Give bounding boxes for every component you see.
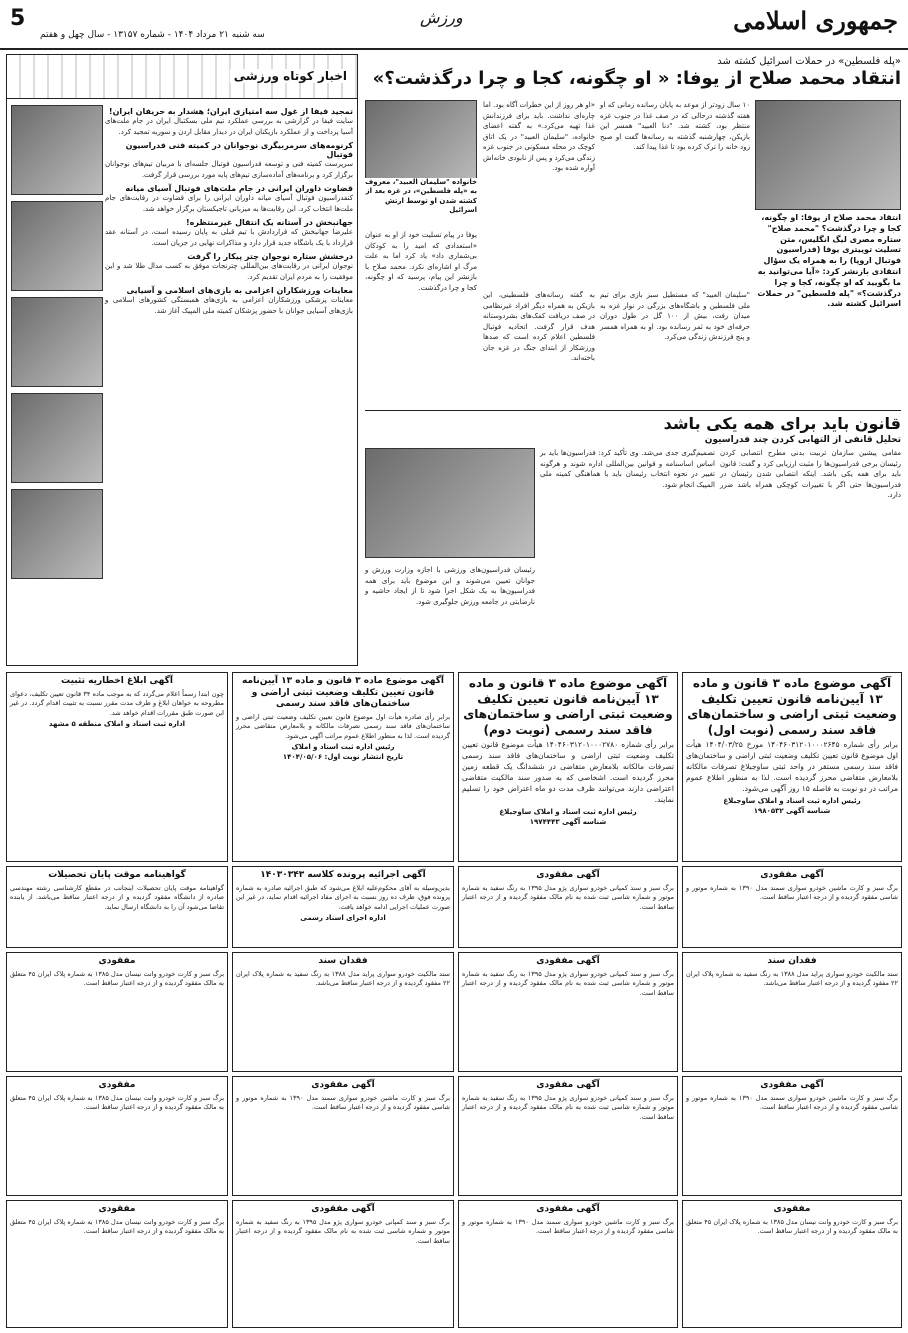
second-photo-caption: خانواده "سلیمان العبید"، معروف به «پله فلسطین»، در غزه بعد از کشته شدن او توسط ارتش اسرائیل [365,178,477,215]
briefs-text-column [105,103,353,316]
ad-body: برگ سبز و سند کمپانی خودرو سواری پژو مدل ۱۳۹۵ به رنگ سفید به شماره موتور و شماره شاسی ثبت شده به نام مالک مفقود گردیده و از درجه اعتبار ساقط است. [462,1093,674,1121]
ad-body: برگ سبز و سند کمپانی خودرو سواری پژو مدل ۱۳۹۵ به رنگ سفید به شماره موتور و شماره شاسی ثبت شده به نام مالک مفقود گردیده و از درجه اعتبار ساقط است. [462,969,674,997]
brief-title: معاینات ورزشکاران اعزامی به بازی‌های اسلامی و آسیایی [126,286,353,295]
ad-title: مفقودی [98,956,136,966]
page-number: 5 [10,6,26,31]
brief-photo-3 [11,297,103,387]
ad-title: آگهی موضوع ماده ۳ قانون و ماده ۱۳ آیین‌نامه قانون تعیین تکلیف وضعیت ثبتی اراضی و ساختمان‌های فاقد سند رسمی [241,676,445,710]
ad-body: بدین‌وسیله به آقای محکوم‌علیه ابلاغ می‌شود که طبق اجرائیه صادره به شماره پرونده فوق، ظرف ده روز نسبت به اجرای مفاد اجرائیه اقدام نماید، در غیر این صورت عملیات اجرایی ادامه خواهد یافت. [236,883,450,911]
ad-title: آگهی مفقودی [536,870,600,880]
ad-body: برگ سبز و کارت خودرو وانت نیسان مدل ۱۳۸۵ به شماره پلاک ایران ۴۵ متعلق به مالک مفقود گردیده و از درجه اعتبار ساقط است. [10,969,224,988]
ad-date: شناسه آگهی ۱۹۸۰۵۳۲ [753,806,831,815]
lead-photo [755,100,901,210]
lost-notice-ad [458,952,678,1072]
lost-notice-ad [682,1076,902,1196]
lead-body-col-5: یوفا در پیام تسلیت خود از او به عنوان «استعدادی که امید را به کودکان بی‌شماری داد» یاد کرد اما به علت مرگ او اشاره‌ای نکرد. محمد صلاح با بازنشر این پیام، پرسید که او چگونه، کجا و چرا درگذشت. [365,231,477,292]
lost-notice-ad [232,1200,454,1328]
feature-photo-block [365,448,535,558]
lead-kicker: «پله فلسطین» در حملات اسرائیل کشته شد [717,56,901,67]
brief-body: سرپرست کمیته فنی و توسعه فدراسیون فوتبال جلسه‌ای با مربیان تیم‌های نوجوانان برگزار کرد و برنامه‌های آماده‌سازی تیم‌های پایه مورد بررسی قرار گرفت. [105,160,353,179]
certificate-lost-ad [6,866,228,948]
brief-item [105,286,353,316]
lost-notice-ad [682,866,902,948]
ad-title: آگهی مفقودی [760,1080,824,1090]
lost-notice-ad [458,1076,678,1196]
ad-body: برابر رأی شماره ۱۴۰۴۶۰۳۱۲۰۱۰۰۰۲۶۴۵ مورخ ۱۴۰۴/۰۳/۲۵ هیأت اول موضوع قانون تعیین تکلیف وضعیت ثبتی اراضی و ساختمان‌های فاقد سند رسمی مستقر در واحد ثبتی ساوجبلاغ تصرفات مالکانه بلامعارض متقاضی محرز گردیده است. لذا به منظور اطلاع عموم مراتب در دو نوبت به فاصله ۱۵ روز آگهی می‌شود. [686,740,898,793]
lost-notice-ad [6,1076,228,1196]
execution-notice-ad [232,866,454,948]
lead-body-col-1: ۱۰ سال زودتر از موعد به پایان رسانده زمانی که او هفته گذشته درحالی که در صف غذا در جنوب غزه منتظر بود، کشته شد. "دنا العبید" همسر این بازیکن، چهارشنبه گذشته به رسانه‌ها گفت او صبح زود خانه را ترک کرده بود تا غذا پیدا کند. [600,101,750,151]
lead-body-col-4: به گفته رسانه‌های فلسطینی، این بازیکن به همراه دیگر افراد غیرنظامی در صف دریافت کمک‌های بشردوستانه هدف قرار گرفت. اتحادیه فوتبال فلسطین اعلام کرده است که صدها ورزشکار از ابتدای جنگ در غزه جان باخته‌اند. [483,291,595,362]
brief-item [105,184,353,214]
feature-subtitle: تحلیل قانفی از التهابی کردن چند فدراسیون [704,435,901,445]
brief-item [105,141,353,180]
ad-title: آگهی مفقودی [536,956,600,966]
ad-title: آگهی موضوع ماده ۳ قانون و ماده ۱۳ آیین‌نامه قانون تعیین تکلیف وضعیت ثبتی اراضی و ساختمان‌های فاقد سند رسمی (نوبت اول) [687,676,897,737]
newspaper-logo: جمهوری اسلامی [733,6,898,35]
briefs-banner [7,55,357,99]
brief-title: کرنومه‌های سرمربیگری نوجوانان در کمیته فنی فدراسیون فوتبال [125,141,353,159]
lost-notice-ad [6,1200,228,1328]
brief-title: تمجید فیفا از غول سه امتیازی ایران؛ هشدار به حریفان ایران! [108,107,353,116]
ad-date: تاریخ انتشار نوبت اول: ۱۴۰۴/۰۵/۰۶ [282,753,404,762]
brief-photo-5 [11,489,103,579]
ad-body: برگ سبز و کارت ماشین خودرو سواری سمند مدل ۱۳۹۰ به شماره موتور و شاسی مفقود گردیده و از درجه اعتبار ساقط است. [462,1217,674,1236]
ad-title: آگهی اجرائیه پرونده کلاسه ۱۴۰۳۰۳۴۳ [260,870,426,880]
ad-title: مفقودی [773,1204,811,1214]
brief-body: سایت فیفا در گزارشی به بررسی عملکرد تیم ملی بسکتبال ایران در جام ملت‌های آسیا پرداخت و از عملکرد بازیکنان ایران در دیدار مقابل اردن و سوریه تمجید کرد. [105,117,353,136]
lead-body-col-2: «او هر روز از این خطرات آگاه بود. اما چاره‌ای نداشت. باید برای فرزندانش غذا تهیه می‌کرد.» به گفته اعضای خانواده، "سلیمان العبید" در یک اتاق کوچک در محله مسکونی در جنوب غزه زندگی می‌کرد و پس از نابودی خانه‌اش آواره شده بود. [483,101,595,172]
ad-body: گواهینامه موقت پایان تحصیلات اینجانب در مقطع کارشناسی رشته مهندسی صادره از دانشگاه مفقود گردیده و از درجه اعتبار ساقط می‌باشد. از یابنده تقاضا می‌شود آن را به دانشگاه ارسال نماید. [10,883,224,911]
brief-body: کنفدراسیون فوتبال آسیای میانه داوران ایرانی را برای قضاوت در رقابت‌های جام ملت‌ها انتخاب کرد. این رقابت‌ها به میزبانی تاجیکستان برگزار خواهد شد. [105,194,353,213]
ad-body: برگ سبز و کارت ماشین خودرو سواری سمند مدل ۱۳۹۰ به شماره موتور و شاسی مفقود گردیده و از درجه اعتبار ساقط است. [686,1093,898,1112]
ad-title: مفقودی [98,1204,136,1214]
legal-notice-ad [232,672,454,862]
feature-body-col-3: رئیسان فدراسیون‌های ورزشی با اجازه وزارت ورزش و جوانان تعیین می‌شوند و این موضوع باید برای همه فدراسیون‌ها به یک شکل اجرا شود تا از ایجاد حاشیه و نارضایتی در جامعه ورزش جلوگیری شود. [365,566,535,606]
section-title: ورزش [420,8,463,27]
feature-body-col-2: تصمیم‌گیری جدی می‌شد. وی تأکید کرد: فدراسیون‌ها باید بر اساس اساسنامه و قوانین بین‌المللی اداره شوند و هرگونه تغییر در نحوه انتخاب رئیسان باید با هماهنگی کمیته ملی المپیک انجام شود. [540,449,715,489]
sports-briefs-box [6,54,358,666]
ad-body: چون ابتدا رسماً اعلام می‌گردد که به موجب ماده ۳۴ قانون تعیین تکلیف، دعوای مطروحه به خواهان ابلاغ و ظرف مدت مقرر نسبت به تثبیت اقدام گردد. در غیر این صورت طبق مقررات اقدام خواهد شد. [10,689,224,717]
second-photo-block [365,100,477,190]
lost-notice-ad [458,866,678,948]
legal-notice-ad [6,672,228,862]
ad-body: برابر رأی شماره ۱۴۰۴۶۰۳۱۲۰۱۰۰۰۲۷۸۰ هیأت موضوع قانون تعیین تکلیف وضعیت ثبتی اراضی و ساختمان‌های فاقد سند رسمی تصرفات مالکانه بلامعارض متقاضی در ششدانگ یک قطعه زمین محرز گردیده است. اشخاصی که به صدور سند مالکیت متقاضی اعتراضی دارند می‌توانند ظرف مدت دو ماه اعتراض خود را تسلیم نمایند. [462,740,674,804]
brief-title: درخشش ستاره نوجوان چتر پیکار را گرفت [187,252,353,261]
ad-title: آگهی مفقودی [311,1204,375,1214]
feature-headline: قانون باید برای همه یکی باشد [663,414,901,433]
brief-body: نوجوان ایرانی در رقابت‌های بین‌المللی چترنجات موفق به کسب مدال طلا شد و این موفقیت را به مردم ایران تقدیم کرد. [105,262,353,281]
ad-title: فقدان سند [767,956,817,966]
ad-title: گواهینامه موقت پایان تحصیلات [48,870,186,880]
ad-date: شناسه آگهی ۱۹۷۴۴۴۳ [529,817,607,826]
lead-headline: انتقاد محمد صلاح از یوفا: « او چگونه، کجا و چرا درگذشت؟» [372,68,901,89]
ad-body: سند مالکیت خودرو سواری پراید مدل ۱۳۸۸ به رنگ سفید به شماره پلاک ایران ۲۲ مفقود گردیده و از درجه اعتبار ساقط می‌باشد. [686,969,898,988]
brief-body: معاینات پزشکی ورزشکاران اعزامی به بازی‌های همبستگی کشورهای اسلامی و بازی‌های آسیایی جوانان با حضور پزشکان کمیته ملی المپیک آغاز شد. [105,296,353,315]
legal-notice-ad [458,672,678,862]
brief-photo-1 [11,105,103,195]
lost-document-ad [232,952,454,1072]
feature-body-col-1: مقامی پیشین سازمان تربیت بدنی مطرح انتصابی کردن رئیسان برخی فدراسیون‌ها را مثبت ارزیابی کرد و گفت: قانون باید برای همه یکی باشد. اینکه انتصابی شدن رئیسان در فدراسیون‌ها حتی اگر با تغییرات کوچکی همراه باشد ضرر دارد. [720,449,901,499]
ad-body: برگ سبز و سند کمپانی خودرو سواری پژو مدل ۱۳۹۵ به رنگ سفید به شماره موتور و شماره شاسی ثبت شده به نام مالک مفقود گردیده و از درجه اعتبار ساقط است. [462,883,674,911]
ad-title: آگهی مفقودی [536,1204,600,1214]
ad-title: آگهی مفقودی [536,1080,600,1090]
lead-article [365,56,901,90]
brief-photo-2 [11,201,103,291]
dateline: سه شنبه ۲۱ مرداد ۱۴۰۴ - شماره ۱۳۱۵۷ - سال چهل و هفتم [40,30,265,40]
ad-signature: اداره ثبت اسناد و املاک منطقه ۵ مشهد [48,719,186,728]
lead-photo-block [755,100,901,310]
lost-notice-ad [682,1200,902,1328]
lost-document-ad [682,952,902,1072]
brief-item [105,252,353,282]
ad-body: برگ سبز و کارت خودرو وانت نیسان مدل ۱۳۸۵ به شماره پلاک ایران ۴۵ متعلق به مالک مفقود گردیده و از درجه اعتبار ساقط است. [10,1093,224,1112]
ad-signature: رئیس اداره ثبت اسناد و املاک [291,743,395,752]
ad-title: آگهی ابلاغ اخطاریه تثبیت [61,676,173,686]
brief-item [105,218,353,248]
ad-body: برگ سبز و کارت خودرو وانت نیسان مدل ۱۳۸۵ به شماره پلاک ایران ۴۵ متعلق به مالک مفقود گردیده و از درجه اعتبار ساقط است. [686,1217,898,1236]
brief-photo-4 [11,393,103,483]
lead-photo-caption: انتقاد محمد صلاح از یوفا: او چگونه، کجا و چرا درگذشت؟ "محمد صلاح" ستاره مصری لیگ انگلیس، متن تسلیت توییتری یوفا (فدراسیون فوتبال اروپا) را به همراه یک سؤال انتقادی بازنشر کرد: «آیا می‌توانید به ما بگویید که او چگونه، کجا و چرا درگذشت؟» "پله فلسطین" در حملات اسرائیل کشته شد. [757,213,901,309]
ad-title: فقدان سند [318,956,368,966]
ad-title: آگهی مفقودی [760,870,824,880]
brief-body: علیرضا جهانبخش که قراردادش با تیم قبلی به پایان رسیده است، در آستانه عقد قرارداد با یک باشگاه جدید قرار دارد و مذاکرات نهایی در جریان است. [105,228,353,247]
lost-notice-ad [458,1200,678,1328]
ad-title: آگهی مفقودی [311,1080,375,1090]
ad-signature: اداره اجرای اسناد رسمی [300,913,386,922]
ad-body: برابر رأی صادره هیأت اول موضوع قانون تعیین تکلیف وضعیت ثبتی اراضی و ساختمان‌های فاقد سند رسمی تصرفات مالکانه و بلامعارض متقاضی محرز گردیده است. لذا به منظور اطلاع عموم مراتب آگهی می‌شود. [236,713,450,740]
briefs-photo-column [11,105,103,579]
brief-title: قضاوت داوران ایرانی در جام ملت‌های فوتبال آسیای میانه [125,184,353,193]
ad-title: مفقودی [98,1080,136,1090]
lost-notice-ad [232,1076,454,1196]
ad-body: سند مالکیت خودرو سواری پراید مدل ۱۳۸۸ به رنگ سفید به شماره پلاک ایران ۲۲ مفقود گردیده و از درجه اعتبار ساقط می‌باشد. [236,969,450,988]
brief-item [105,107,353,137]
feature-photo [365,448,535,558]
lost-notice-ad [6,952,228,1072]
feature-article [365,410,901,445]
ad-signature: رئیس اداره ثبت اسناد و املاک ساوجبلاغ [499,807,637,816]
ad-body: برگ سبز و کارت ماشین خودرو سواری سمند مدل ۱۳۹۰ به شماره موتور و شاسی مفقود گردیده و از درجه اعتبار ساقط است. [236,1093,451,1112]
briefs-banner-title: اخبار کوتاه ورزشی [230,69,351,83]
lead-body-col-3: "سلیمان العبید" که مستطیل سبز بازی برای تیم ملی فلسطین و باشگاه‌های بزرگی در نوار غزه به میدان رفت، بیش از ۱۰۰ گل در طول دوران حرفه‌ای خود به ثمر رسانده بود. او به همراه همسر و پنج فرزندش زندگی می‌کرد. [600,291,750,341]
family-photo [365,100,477,190]
ad-title: آگهی موضوع ماده ۳ قانون و ماده ۱۳ آیین‌نامه قانون تعیین تکلیف وضعیت ثبتی اراضی و ساختمان‌های فاقد سند رسمی (نوبت دوم) [463,676,673,737]
ad-body: برگ سبز و سند کمپانی خودرو سواری پژو مدل ۱۳۹۵ به رنگ سفید به شماره موتور و شماره شاسی ثبت شده به نام مالک مفقود گردیده و از درجه اعتبار ساقط است. [236,1217,450,1245]
ad-body: برگ سبز و کارت ماشین خودرو سواری سمند مدل ۱۳۹۰ به شماره موتور و شاسی مفقود گردیده و از درجه اعتبار ساقط است. [686,883,898,902]
ad-body: برگ سبز و کارت خودرو وانت نیسان مدل ۱۳۸۵ به شماره پلاک ایران ۴۵ متعلق به مالک مفقود گردیده و از درجه اعتبار ساقط است. [10,1217,224,1236]
ad-signature: رئیس اداره ثبت اسناد و املاک ساوجبلاغ [723,796,861,805]
brief-title: جهانبخش در آستانه یک انتقال غیرمنتظره! [185,218,353,227]
legal-notice-ad [682,672,902,862]
masthead [0,0,908,50]
